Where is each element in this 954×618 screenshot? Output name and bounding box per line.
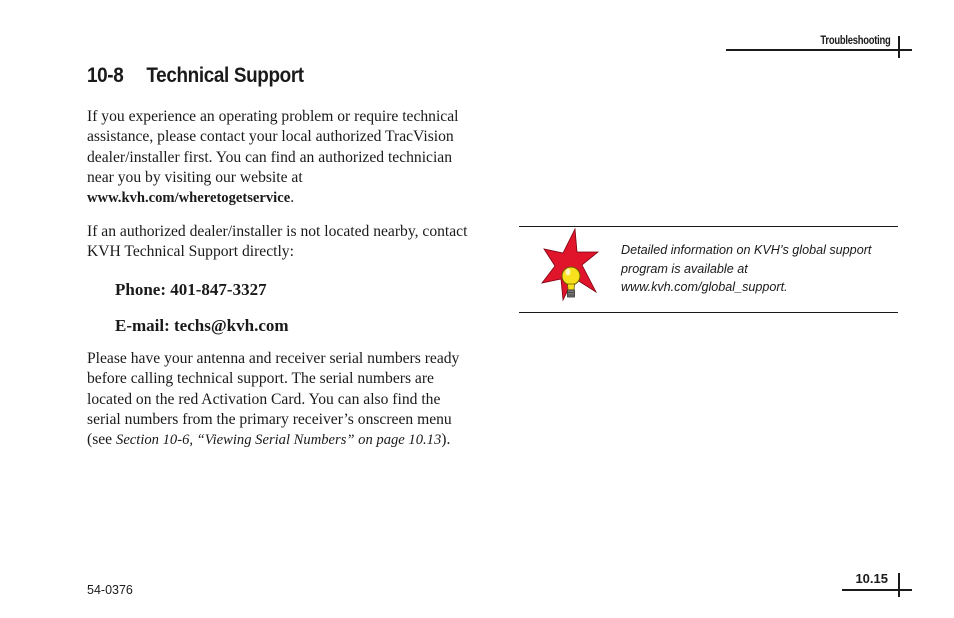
note-rule-top	[519, 226, 898, 227]
email-contact[interactable]: E-mail: techs@kvh.com	[115, 316, 289, 335]
service-website-link[interactable]: www.kvh.com/wheretogetservice	[87, 190, 291, 207]
contact-paragraph: If an authorized dealer/installer is not located nearby, contact KVH Technical Support directly:	[87, 223, 468, 261]
note-rule-bottom	[519, 312, 898, 313]
document-number: 54-0376	[87, 583, 133, 597]
serial-paragraph	[87, 349, 472, 450]
note-text: Detailed information on KVH’s global support program is available at www.kvh.com/global_support.	[621, 243, 872, 294]
section-title	[87, 64, 304, 88]
serial-text: Please have your antenna and receiver serial numbers ready before calling technical support. The serial numbers are located on the red Activation Card. You can also find the serial numbers from the primary receiver’s onscreen menu (see	[87, 350, 460, 449]
phone-contact: Phone: 401-847-3327	[115, 280, 267, 299]
serial-end: ).	[441, 431, 451, 449]
lightbulb-icon	[541, 228, 599, 304]
page-number: 10.15	[855, 571, 888, 586]
footer-rule	[842, 589, 912, 591]
section-heading: Technical Support	[146, 64, 304, 87]
footer-tick	[898, 573, 900, 597]
intro-text: If you experience an operating problem or require technical assistance, please contact your local authorized TracVision dealer/installer first. You can find an authorized technician near you by visiting our website at	[87, 108, 459, 186]
intro-paragraph	[87, 107, 472, 208]
header-rule	[726, 49, 912, 51]
intro-end: .	[290, 189, 295, 207]
header-tick	[898, 36, 900, 58]
section-reference-link[interactable]: Section 10-6, “Viewing Serial Numbers” on page 10.13	[116, 432, 442, 449]
section-number: 10-8	[87, 64, 124, 87]
running-header: Troubleshooting	[820, 35, 891, 47]
